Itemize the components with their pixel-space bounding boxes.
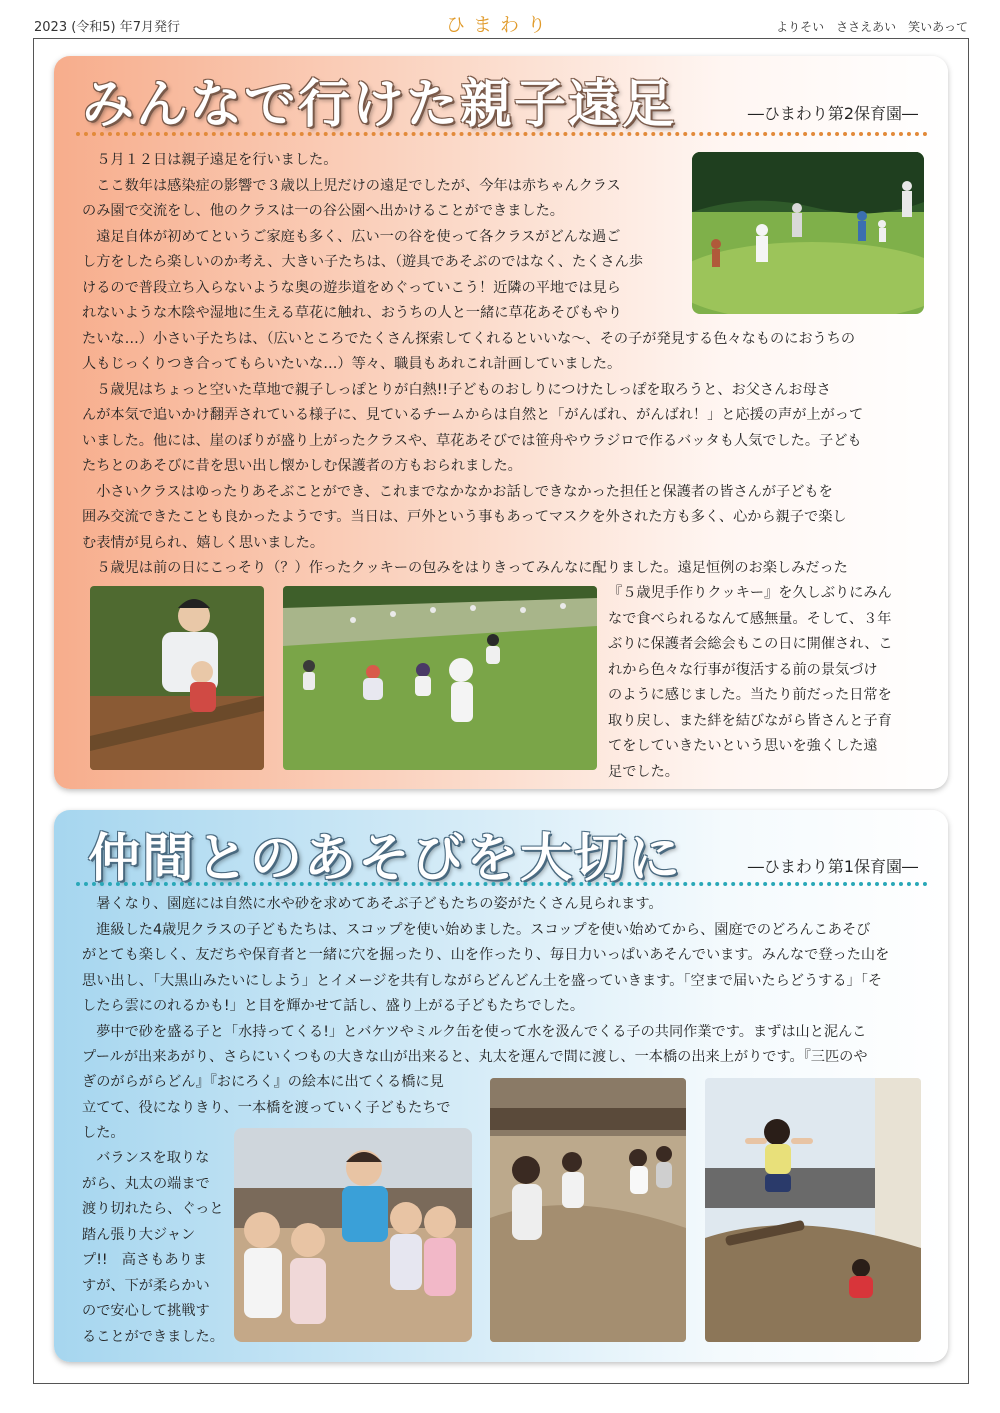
body-line: ５歳児は前の日にこっそり（？）作ったクッキーの包みをはりきってみんなに配りました。遠足恒例のお楽しみだった bbox=[82, 560, 848, 576]
body-line: のみ園で交流をし、他のクラスは一の谷公園へ出かけることができました。 bbox=[82, 203, 564, 219]
body-line: した。 bbox=[82, 1125, 125, 1141]
body-line: んが本気で追いかけ翻弄されている様子に、見ているチームからは自然と「がんばれ、がんばれ！」と応援の声が上がって bbox=[82, 407, 864, 423]
article-subtitle: ―ひまわり第1保育園― bbox=[747, 857, 918, 876]
article-title: 仲間とのあそびを大切に bbox=[88, 829, 683, 889]
body-line: 踏ん張り大ジャン bbox=[82, 1226, 196, 1243]
body-line: 暑くなり、園庭には自然に水や砂を求めてあそぶ子どもたちの姿がたくさん見られます。 bbox=[82, 896, 663, 912]
body-line: プ!! 高さもありま bbox=[82, 1252, 207, 1268]
body-line: のように感じました。当たり前だった日常を bbox=[608, 687, 892, 703]
body-line: 足でした。 bbox=[608, 763, 679, 780]
body-line: れないような木陰や湿地に生える草花に触れ、おうちの人と一緒に草花あそびもやり bbox=[82, 305, 622, 321]
body-line: 進級した4歳児クラスの子どもたちは、スコップを使い始めました。スコップを使い始めてから、園庭でのどろんこあそび bbox=[82, 921, 871, 938]
body-line: 渡り切れたら、ぐっと bbox=[82, 1201, 224, 1217]
body-line: 『５歳児手作りクッキー』を久しぶりにみん bbox=[608, 585, 892, 601]
body-line: ５月１２日は親子遠足を行いました。 bbox=[82, 152, 338, 168]
body-line: 小さいクラスはゆったりあそぶことができ、これまでなかなかお話しできなかった担任と保護者の皆さんが子どもを bbox=[82, 483, 833, 500]
article-title: みんなで行けた親子遠足 bbox=[82, 75, 677, 135]
body-line: 囲み交流できたことも良かったようです。当日は、戸外という事もあってマスクを外された方も多く、心から親子で楽し bbox=[82, 509, 847, 525]
body-line: なで食べられるなんて感無量。そして、３年 bbox=[608, 610, 892, 627]
article-play-with-friends bbox=[54, 810, 948, 1362]
body-line: 立てて、役になりきり、一本橋を渡っていく子どもたちで bbox=[82, 1099, 451, 1116]
body-line: たちとのあそびに昔を思い出し懐かしむ保護者の方もおられました。 bbox=[82, 458, 522, 474]
body-line: ぎのがらがらどん』『おにろく』の絵本に出てくる橋に見 bbox=[82, 1074, 444, 1090]
photo-parent-climbing bbox=[90, 586, 264, 770]
newsletter-title: ひまわり bbox=[445, 14, 554, 36]
body-line: がら、丸太の端まで bbox=[82, 1175, 210, 1192]
photo-children-group bbox=[234, 1128, 472, 1342]
body-line: む表情が見られ、嬉しく思いました。 bbox=[82, 534, 325, 551]
body-line: 遠足自体が初めてというご家庭も多く、広い一の谷を使って各クラスがどんな過ご bbox=[82, 228, 621, 245]
newsletter-motto: よりそい ささえあい 笑いあって bbox=[776, 20, 968, 34]
body-line: ここ数年は感染症の影響で３歳以上児だけの遠足でしたが、今年は赤ちゃんクラス bbox=[82, 177, 621, 194]
body-line: 夢中で砂を盛る子と「水持ってくる!」とバケツやミルク缶を使って水を汲んでくる子の共同作業です。まずは山と泥んこ bbox=[82, 1023, 867, 1040]
body-line: バランスを取りな bbox=[82, 1150, 210, 1166]
body-line: けるので普段立ち入らないような奥の遊歩道をめぐっていこう！近隣の平地では見ら bbox=[82, 279, 621, 296]
body-line: し方をしたら楽しいのか考え、大きい子たちは、（遊具であそぶのではなく、たくさん歩 bbox=[82, 254, 643, 270]
photo-log-jump bbox=[705, 1078, 921, 1342]
body-line: 人もじっくりつき合ってもらいたいな…）等々、職員もあれこれ計画していました。 bbox=[82, 356, 622, 372]
body-line: がとても楽しく、友だちや保育者と一緒に穴を掘ったり、山を作ったり、毎日力いっぱいあそんでいます。みんなで登った山を bbox=[82, 947, 890, 963]
photo-meadow-play bbox=[692, 152, 924, 314]
body-line: ５歳児はちょっと空いた草地で親子しっぽとりが白熱!!子どものおしりにつけたしっぽを取ろうと、お父さんお母さ bbox=[82, 381, 831, 398]
article-subtitle: ―ひまわり第2保育園― bbox=[747, 104, 918, 123]
issue-date: 2023 (令和5) 年7月発行 bbox=[34, 20, 181, 35]
body-line: てをしていきたいという思いを強くした遠 bbox=[608, 738, 878, 754]
body-line: ぶりに保護者会総会もこの日に開催され、こ bbox=[608, 636, 893, 652]
body-line: 思い出し、「大黒山みたいにしよう」とイメージを共有しながらどんどん土を盛っていきます。「空まで届いたらどうする」「そ bbox=[82, 972, 883, 989]
body-line: ので安心して挑戦す bbox=[82, 1303, 210, 1319]
body-line: したら雲にのれるかも!」と目を輝かせて話し、盛り上がる子どもたちでした。 bbox=[82, 998, 585, 1014]
article-parent-child-excursion bbox=[54, 56, 948, 789]
body-line: れから色々な行事が復活する前の景気づけ bbox=[608, 661, 878, 678]
body-line: すが、下が柔らかい bbox=[82, 1277, 210, 1294]
photo-slope-climbing bbox=[283, 586, 597, 770]
dotted-divider bbox=[76, 882, 928, 886]
body-line: ることができました。 bbox=[82, 1328, 224, 1345]
body-line: プールが出来あがり、さらにいくつもの大きな山が出来ると、丸太を運んで間に渡し、一本橋の出来上がりです。『三匹のや bbox=[82, 1049, 868, 1065]
body-line: 取り戻し、また絆を結びながら皆さんと子育 bbox=[608, 712, 892, 729]
dotted-divider bbox=[76, 132, 928, 136]
photo-sand-digging bbox=[490, 1078, 686, 1342]
body-line: いました。他には、崖のぼりが盛り上がったクラスや、草花あそびでは笹舟やウラジロで作るバッタも人気でした。子ども bbox=[82, 432, 862, 449]
body-line: たいな…）小さい子たちは、（広いところでたくさん探索してくれるといいな～、その子が発見する色々なものにおうちの bbox=[82, 330, 856, 347]
